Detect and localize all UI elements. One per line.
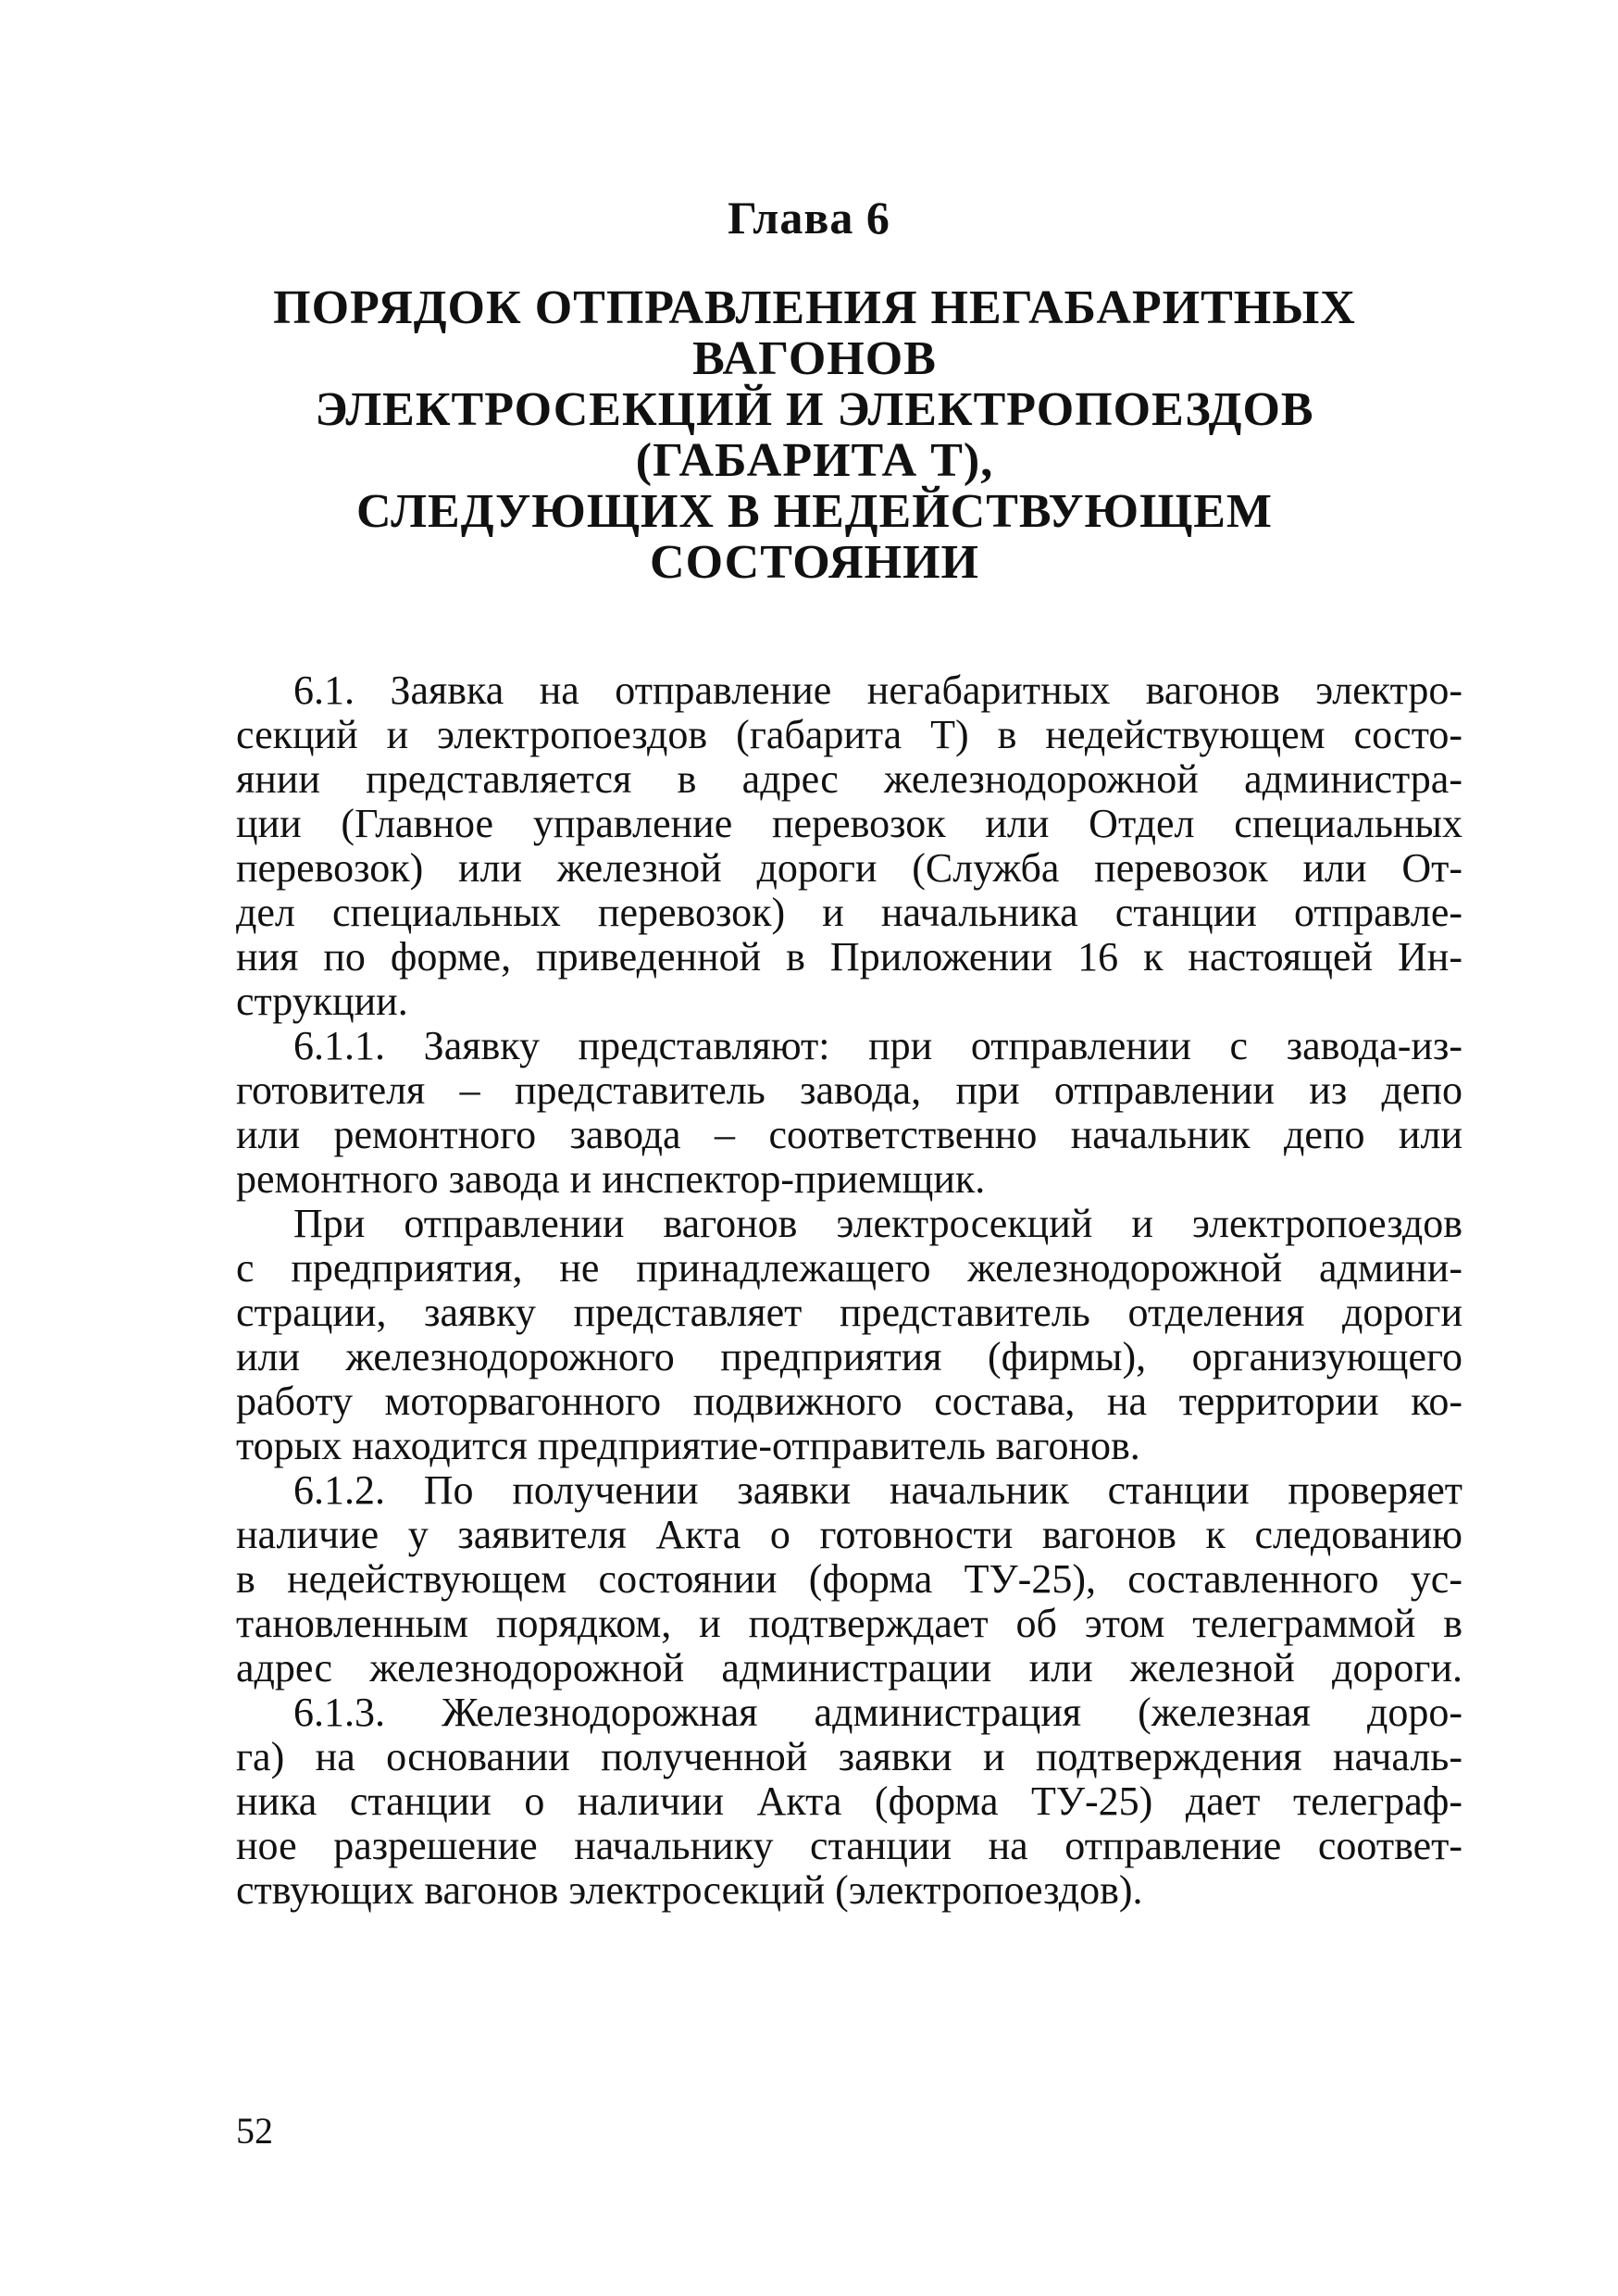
chapter-title-line: (ГАБАРИТА Т),: [635, 434, 994, 487]
chapter-title-line: ЭЛЕКТРОСЕКЦИЙ И ЭЛЕКТРОПОЕЗДОВ: [315, 383, 1314, 436]
text-line: тановленным порядком, и подтверждает об этом телеграммой в: [236, 1601, 1462, 1646]
page-number: 52: [236, 2110, 273, 2152]
text-line: При отправлении вагонов электросекций и электропоездов: [293, 1201, 1462, 1246]
paragraph-6-1: [236, 668, 1462, 1024]
text-line: адрес железнодорожной администрации или железной дороги.: [236, 1645, 1462, 1691]
text-line: 6.1.1. Заявку представляют: при отправлении с завода-из-: [293, 1023, 1462, 1068]
text-line: дел специальных перевозок) и начальника станции отправле-: [236, 890, 1462, 935]
text-line: работу моторвагонного подвижного состава, на территории ко-: [236, 1379, 1462, 1424]
text-line: 6.1. Заявка на отправление негабаритных вагонов электро-: [293, 668, 1462, 713]
body-text: [236, 668, 1462, 1913]
text-line: перевозок) или железной дороги (Служба перевозок или От-: [236, 845, 1462, 891]
text-line: страции, заявку представляет представитель отделения дороги: [236, 1290, 1462, 1335]
text-line: струкции.: [236, 979, 408, 1024]
text-line: 6.1.3. Железнодорожная администрация (железная доро-: [293, 1690, 1462, 1735]
chapter-title: [213, 282, 1416, 588]
text-line: или железнодорожного предприятия (фирмы), организующего: [236, 1334, 1462, 1379]
text-line: ремонтного завода и инспектор-приемщик.: [236, 1156, 986, 1202]
chapter-title-line: СЛЕДУЮЩИХ В НЕДЕЙСТВУЮЩЕМ: [356, 485, 1273, 538]
text-line: 6.1.2. По получении заявки начальник станции проверяет: [293, 1467, 1462, 1513]
paragraph-6-1-3: [236, 1691, 1462, 1913]
text-line: ции (Главное управление перевозок или Отдел специальных: [236, 801, 1462, 846]
text-line: или ремонтного завода – соответственно начальник депо или: [236, 1112, 1462, 1157]
text-line: ствующих вагонов электросекций (электропоездов).: [236, 1867, 1143, 1913]
text-line: секций и электропоездов (габарита Т) в недействующем состо-: [236, 712, 1462, 757]
chapter-title-line: СОСТОЯНИИ: [650, 536, 979, 589]
chapter-label: Глава 6: [728, 192, 890, 243]
text-line: ное разрешение начальнику станции на отправление соответ-: [236, 1823, 1462, 1868]
text-line: с предприятия, не принадлежащего железнодорожной админи-: [236, 1245, 1462, 1291]
text-line: готовителя – представитель завода, при отправлении из депо: [236, 1067, 1462, 1113]
text-line: наличие у заявителя Акта о готовности вагонов к следованию: [236, 1512, 1462, 1557]
text-line: ника станции о наличии Акта (форма ТУ-25) дает телеграф-: [236, 1778, 1462, 1824]
chapter-title-line: ПОРЯДОК ОТПРАВЛЕНИЯ НЕГАБАРИТНЫХ: [273, 281, 1356, 334]
paragraph-6-1-1-continued: [236, 1202, 1462, 1468]
text-line: га) на основании полученной заявки и подтверждения началь-: [236, 1734, 1462, 1779]
text-line: ния по форме, приведенной в Приложении 16 к настоящей Ин-: [236, 934, 1462, 980]
paragraph-6-1-1: [236, 1024, 1462, 1202]
chapter-title-line: ВАГОНОВ: [692, 332, 937, 385]
text-line: янии представляется в адрес железнодорожной администра-: [236, 756, 1462, 802]
paragraph-6-1-2: [236, 1468, 1462, 1691]
text-line: торых находится предприятие-отправитель вагонов.: [236, 1423, 1140, 1468]
text-line: в недействующем состоянии (форма ТУ-25), составленного ус-: [236, 1556, 1462, 1602]
